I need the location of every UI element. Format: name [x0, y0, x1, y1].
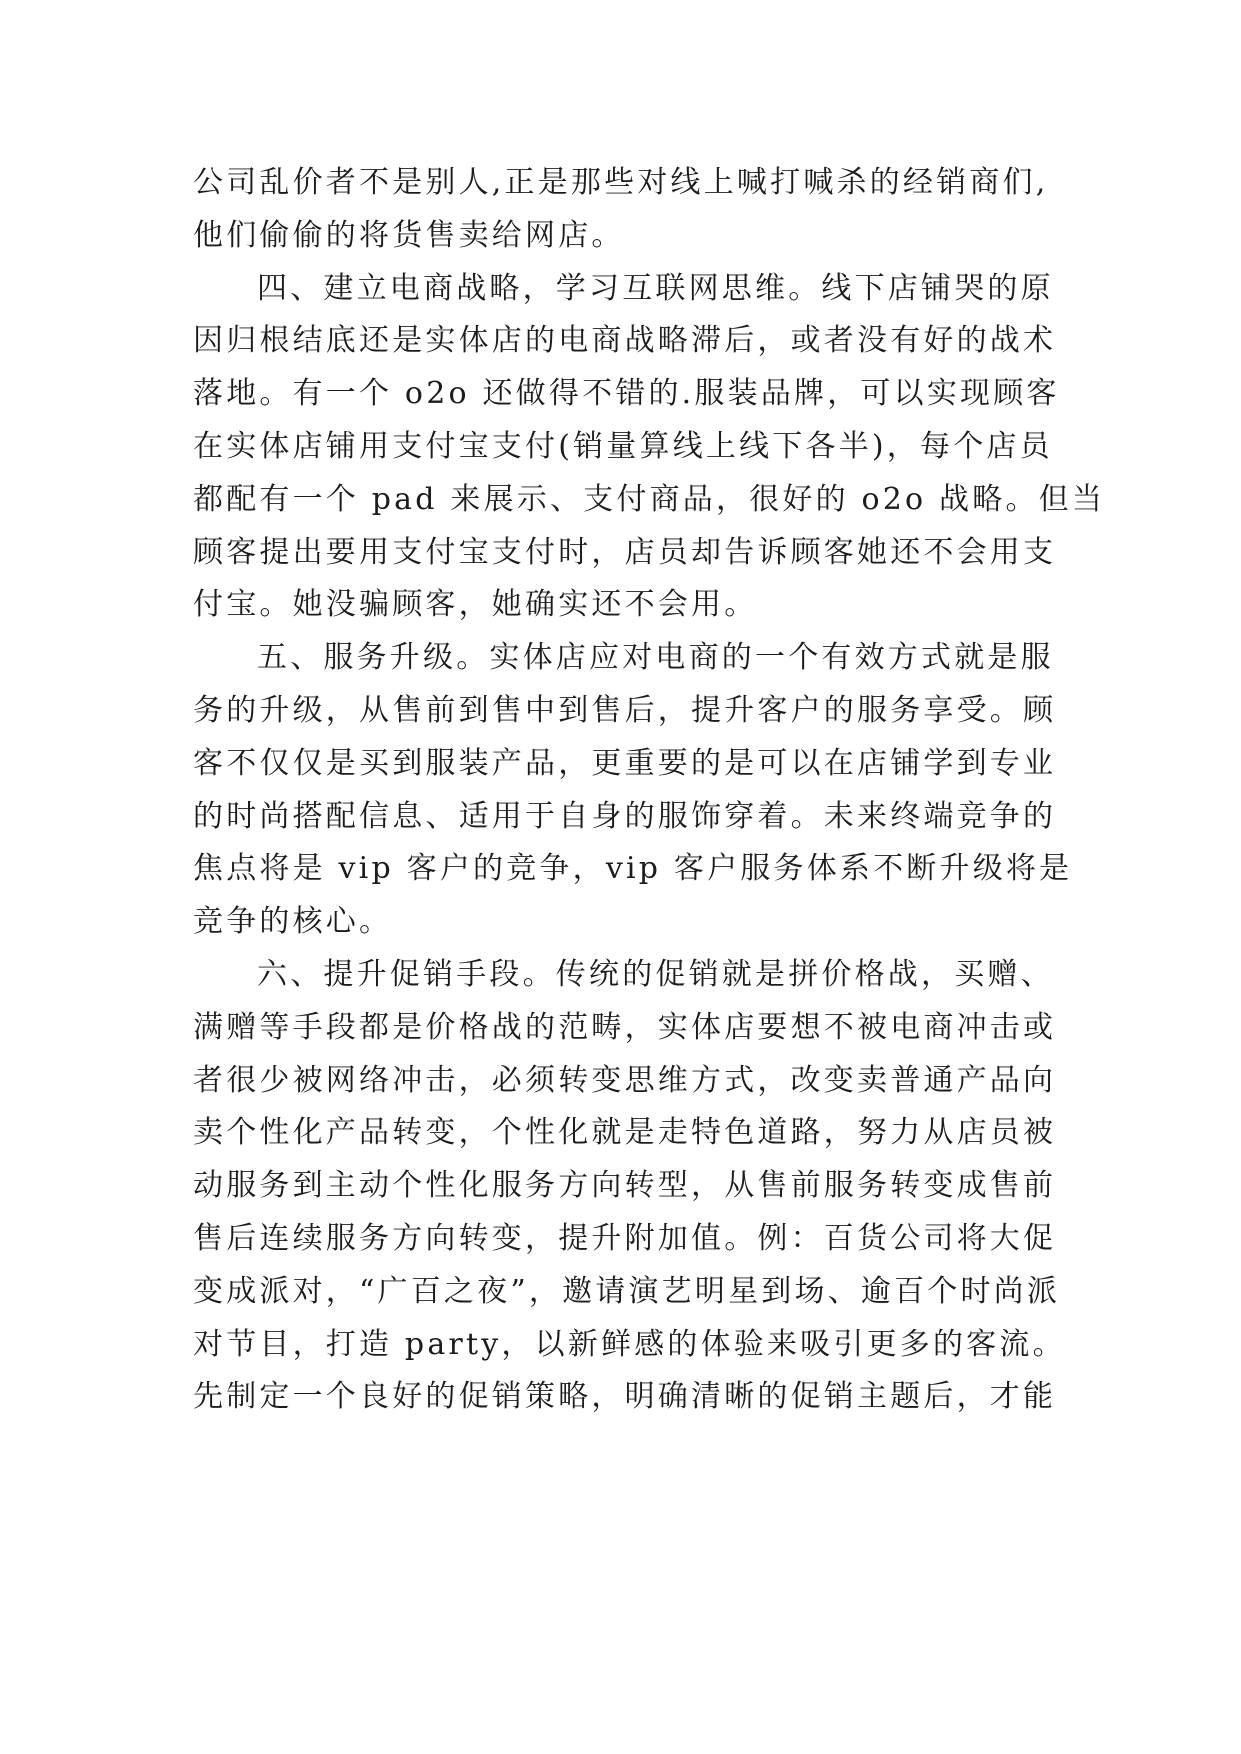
document-body [193, 157, 1106, 1424]
paragraph-6-first-line: 六、提升促销手段。传统的促销就是拼价格战，买赠、 [257, 956, 1054, 992]
text-line: 动服务到主动个性化服务方向转型，从售前服务转变成售前 [193, 1168, 1057, 1204]
text-line: 竞争的核心。 [193, 904, 393, 940]
text-line: 公司乱价者不是别人,正是那些对线上喊打喊杀的经销商们, [193, 165, 1049, 200]
text-line: 客不仅仅是买到服装产品，更重要的是可以在店铺学到专业 [193, 745, 1057, 781]
text-line: 者很少被网络冲击，必须转变思维方式，改变卖普通产品向 [193, 1062, 1057, 1098]
text-line: 在实体店铺用支付宝支付(销量算线上线下各半)，每个店员 [193, 428, 1053, 464]
text-line: 卖个性化产品转变，个性化就是走特色道路，努力从店员被 [193, 1115, 1057, 1151]
text-line: 务的升级，从售前到售中到售后，提升客户的服务享受。顾 [193, 692, 1057, 728]
text-line: 对节目，打造 party，以新鲜感的体验来吸引更多的客流。 [193, 1326, 1066, 1362]
text-line: 先制定一个良好的促销策略，明确清晰的促销主题后，才能 [193, 1379, 1057, 1415]
text-line: 顾客提出要用支付宝支付时，店员却告诉顾客她还不会用支 [193, 534, 1057, 570]
text-line: 落地。有一个 o2o 还做得不错的.服装品牌，可以实现顾客 [193, 376, 1060, 412]
text-line: 因归根结底还是实体店的电商战略滞后，或者没有好的战术 [193, 323, 1057, 359]
text-line: 满赠等手段都是价格战的范畴，实体店要想不被电商冲击或 [193, 1009, 1057, 1045]
paragraph-4-first-line: 四、建立电商战略，学习互联网思维。线下店铺哭的原 [257, 270, 1054, 306]
text-line: 都配有一个 pad 来展示、支付商品，很好的 o2o 战略。但当 [193, 481, 1106, 517]
text-line: 焦点将是 vip 客户的竞争，vip 客户服务体系不断升级将是 [193, 851, 1073, 887]
text-line: 他们偷偷的将货售卖给网店。 [193, 217, 625, 253]
paragraph-5-first-line: 五、服务升级。实体店应对电商的一个有效方式就是服 [257, 640, 1054, 676]
text-line: 变成派对，“广百之夜”，邀请演艺明星到场、逾百个时尚派 [193, 1273, 1061, 1309]
text-line: 的时尚搭配信息、适用于自身的服饰穿着。未来终端竞争的 [193, 798, 1057, 834]
text-line: 售后连续服务方向转变，提升附加值。例：百货公司将大促 [193, 1220, 1057, 1256]
text-line: 付宝。她没骗顾客，她确实还不会用。 [193, 587, 758, 623]
